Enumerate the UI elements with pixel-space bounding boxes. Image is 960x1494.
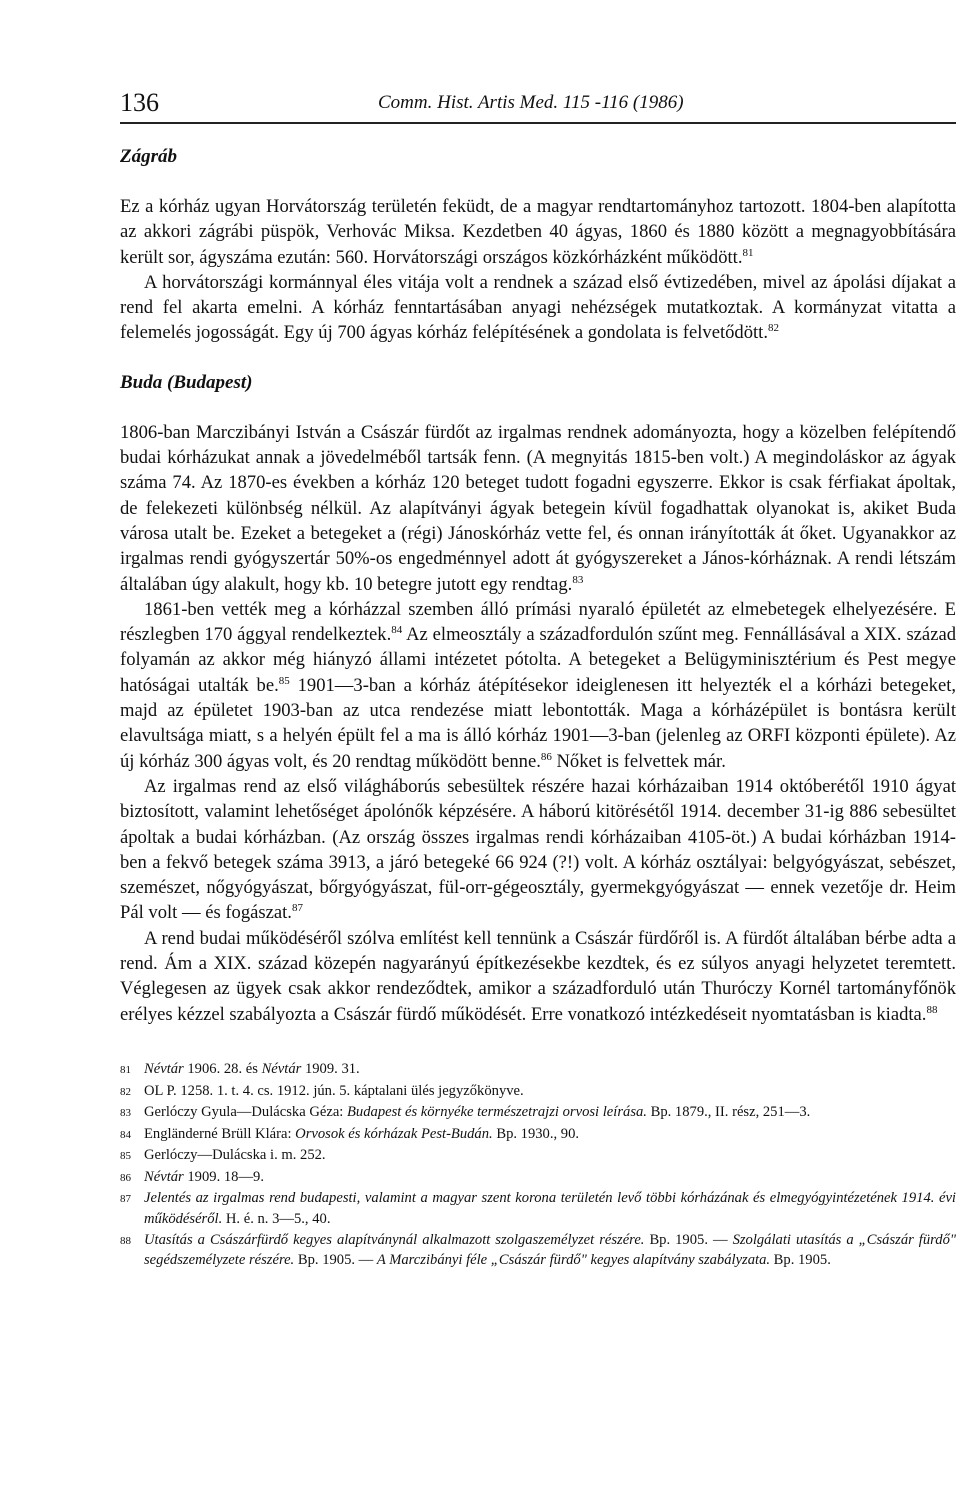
footnote-text-part: Budapest és környéke természetrajzi orvosi leírása.: [347, 1104, 647, 1121]
footnote-number: 85: [120, 1150, 131, 1163]
footnote-text: [144, 1188, 956, 1229]
footnote-ref[interactable]: 84: [391, 623, 403, 636]
page-number: 136: [120, 88, 159, 117]
paragraph: [120, 597, 956, 774]
footnote-text: [144, 1059, 956, 1081]
footnote-text-part: Névtár: [261, 1060, 302, 1077]
footnote: [120, 1081, 956, 1103]
footnote: [120, 1188, 956, 1229]
page-header: [120, 88, 956, 124]
footnote-ref[interactable]: 86: [540, 750, 552, 763]
body-text-buda: [120, 420, 956, 1027]
footnote-ref[interactable]: 87: [291, 902, 303, 915]
footnote-ref[interactable]: 83: [572, 573, 584, 586]
footnote-text-part: Orvosok és kórházak Pest-Budán.: [295, 1125, 493, 1142]
paragraph-text: Nőket is felvettek már.: [551, 750, 726, 772]
footnote-text-part: Gerlóczy—Dulácska i. m. 252.: [144, 1147, 326, 1164]
section-title-zagreb: Zágráb: [120, 146, 177, 167]
paragraph: [120, 420, 956, 597]
footnote-number: 83: [120, 1107, 131, 1120]
paragraph-text: 1901—3-ban a kórház átépítésekor ideiglenesen itt helyezték el a kórházi betegeket, majd az épületet 1903-ban az utca rendezése miatt lebontották. Maga a kórházépület is bontásra került elavultsága miatt, s a helyén épült fel a ma is álló kórház 1901—3-ban (jelenleg az ORFI központi épülete). Az új kórház 300 ágyas volt, és 20 rendtag működött benne.: [120, 674, 957, 772]
section-title-buda: Buda (Budapest): [120, 371, 253, 393]
footnote: [120, 1145, 956, 1167]
paragraph-text: 1861-ben vették meg a kórházzal szemben álló prímási nyaraló épületét az elmebetegek elhelyezésére. E részlegben 170 ággyal rendelkeztek.: [120, 598, 956, 646]
footnote-text-part: Bp. 1905. —: [644, 1231, 733, 1248]
body-text-zagreb: [120, 194, 956, 346]
footnote-text-part: Bp. 1905.: [770, 1252, 831, 1269]
paragraph: [120, 270, 956, 346]
footnote-number: 84: [120, 1128, 131, 1141]
footnote-text: [144, 1081, 956, 1103]
footnote-number: 82: [120, 1085, 131, 1098]
paragraph-text: 1806-ban Marczibányi István a Császár fürdőt az irgalmas rendnek adományozta, hogy a közelben felépítendő budai kórházukat annak a jövedelméből tartsák fenn. (A megnyitás 1815-ben volt.) A megindoláskor az ágyak száma 74. Az 1870-es években a kórház 120 beteget tudott fogadni egyszerre. Ekkor is csak férfiakat ápoltak, de felekezeti különbség nélkül. Az alapítványi ágyak betegein kívül fogadhattak olyanokat is, akiket Buda városa utalt be. Ezeket a betegeket a (régi) Jánoskórház vette fel, és onnan irányították át őket. Ugyanakkor az irgalmas rendi gyógyszertár 50%-os engedménnyel adott át gyógyszereket a János-kórháznak. A rendi létszám általában úgy alakult, hogy kb. 10 betegre jutott egy rendtag.: [120, 421, 956, 595]
footnote-text-part: Névtár: [144, 1168, 184, 1185]
paragraph-text: Az irgalmas rend az első világháborús sebesültek részére hazai kórházaiban 1914 októberétől 1910 ágyat biztosított, valamint lehetőséget ápolónők képzésére. A háború kitörésétől 1914. december 31-ig 886 sebesültet ápoltak a budai kórházban. (Az ország összes irgalmas rendi kórházaiban 4105-öt.) A budai kórházban 1914-ben a fekvő betegek száma 3913, a járó betegeké 66 924 (?!) volt. A kórház osztályai: belgyógyászat, sebészet, szemészet, nőgyógyászat, bőrgyógyászat, fül-orr-gégeosztály, gyermekgyógyászat — ennek vezetője dr. Heim Pál volt — és fogászat.: [120, 775, 956, 924]
footnote-number: 87: [120, 1193, 131, 1206]
footnote: [120, 1059, 956, 1081]
footnote-text-part: A Marczibányi féle „Császár fürdő" kegyes alapítvány szabályzata.: [376, 1252, 771, 1269]
header-rule: [120, 122, 956, 124]
footnote-ref[interactable]: 85: [278, 674, 290, 687]
footnote-text-part: Névtár: [144, 1060, 184, 1077]
footnote-text-part: Utasítás a Császárfürdő kegyes alapítványnál alkalmazott szolgaszemélyzet részére.: [144, 1231, 645, 1248]
footnote-text-part: 1909. 31.: [301, 1060, 360, 1077]
footnote-text-part: Bp. 1905. —: [294, 1252, 377, 1269]
footnote-text-part: 1909. 18—9.: [183, 1168, 264, 1185]
paragraph: [120, 774, 956, 926]
footnote-text-part: 1906. 28. és: [183, 1060, 262, 1077]
footnote-text-part: Bp. 1879., II. rész, 251—3.: [646, 1104, 811, 1121]
footnote-text-part: Bp. 1930., 90.: [492, 1125, 580, 1142]
footnote-text-part: OL P. 1258. 1. t. 4. cs. 1912. jún. 5. káptalani ülés jegyzőkönyve.: [144, 1082, 524, 1099]
footnote-text-part: Gerlóczy Gyula—Dulácska Géza:: [144, 1104, 348, 1121]
paragraph-text: A horvátországi kormánnyal éles vitája volt a rendnek a század első évtizedében, mivel az ápolási díjakat a rend fel akarta emelni. A kórház fenntartásában anyagi nehézségek mutatkoztak. A kormányzat vitatta a felemelés jogosságát. Egy új 700 ágyas kórház felépítésének a gondolata is felvetődött.: [120, 271, 956, 344]
footnote-text-part: H. é. n. 3—5., 40.: [222, 1211, 331, 1228]
running-head: Comm. Hist. Artis Med. 115 -116 (1986): [378, 92, 684, 113]
paragraph: [120, 194, 956, 270]
footnotes: [120, 1059, 956, 1271]
footnote-text-part: Jelentés az irgalmas rend budapesti, valamint a magyar szent korona területén levő többi kórházának és elmegyógyintézetének 1914. évi működéséről.: [144, 1190, 956, 1228]
footnote-text: [144, 1124, 956, 1146]
footnote-text-part: Szolgálati utasítás a „Császár fürdő" segédszemélyzete részére.: [144, 1231, 957, 1269]
footnote-ref[interactable]: 81: [742, 246, 754, 259]
page: [120, 88, 956, 1271]
footnote-text: [144, 1230, 956, 1271]
footnote-text: [144, 1145, 956, 1167]
paragraph-text: A rend budai működéséről szólva említést kell tennünk a Császár fürdőről is. A fürdőt általában bérbe adta a rend. Ám a XIX. század közepén nagyarányú építkezésekbe kezdtek, és ez súlyos anyagi helyzetet teremtett. Véglegesen az ügyek csak akkor rendeződtek, amikor a századforduló után Thuróczy Kornél tartományfőnök erélyes kézzel szabályozta a Császár fürdő működését. Erre vonatkozó intézkedéseit nyomtatásban is kiadta.: [120, 927, 956, 1025]
footnote-text-part: Engländerné Brüll Klára:: [144, 1125, 296, 1142]
paragraph-text: Az elmeosztály a századfordulón szűnt meg. Fennállásával a XIX. század folyamán az akkor még hiányzó állami intézetet pótolta. A betegeket a Belügyminisztérium és Pest megye hatóságai utalták be.: [120, 624, 956, 696]
footnote: [120, 1230, 956, 1271]
footnote-ref[interactable]: 82: [768, 322, 779, 335]
footnote: [120, 1102, 956, 1124]
footnote: [120, 1167, 956, 1189]
footnote-number: 86: [120, 1171, 131, 1184]
footnote-text: [144, 1102, 956, 1124]
paragraph-text: Ez a kórház ugyan Horvátország területén feküdt, de a magyar rendtartományhoz tartozott. 1804-ben alapította az akkori zágrábi püspök, Verhovác Miksa. Kezdetben 40 ágyas, 1860 és 1880 között a megnagyobbítására került sor, ágyszáma ezután: 560. Horvátországi országos közkórházként működött.: [120, 196, 956, 268]
footnote-text: [144, 1167, 956, 1189]
footnote: [120, 1124, 956, 1146]
paragraph: [120, 926, 956, 1027]
footnote-number: 81: [120, 1063, 131, 1076]
footnote-ref[interactable]: 88: [926, 1003, 938, 1016]
footnote-number: 88: [120, 1234, 131, 1247]
